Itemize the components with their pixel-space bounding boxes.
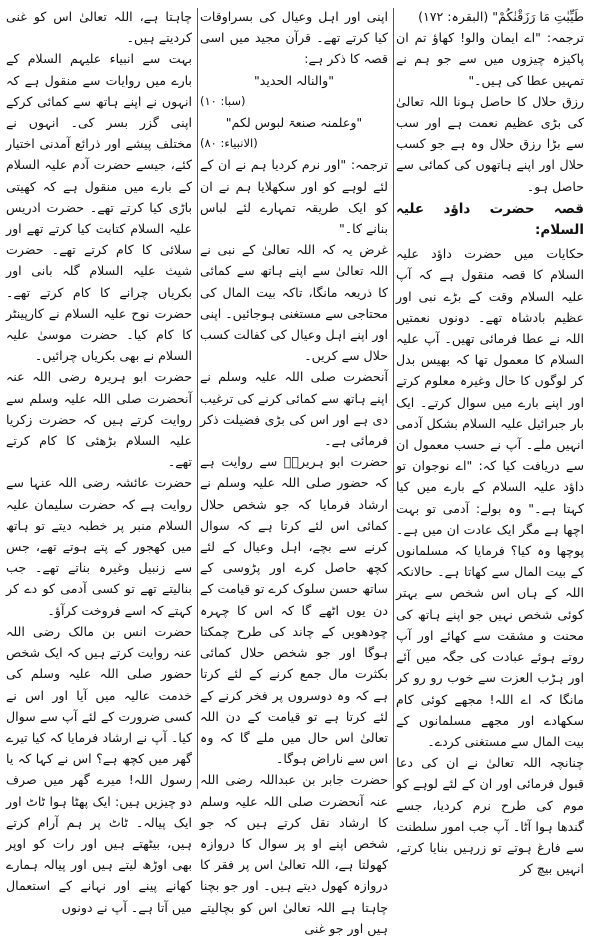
paragraph: حضرت عائشہ رضی اللہ عنہا سے روایت ہے کہ حضرت سلیمان علیہ السلام منبر پر خطبہ دیتے تو ہاتھ میں کھجور کے پتے ہوتے تھے، جس سے زنبیل وغیرہ بناتے تھے۔ جب بنالیتے تھے تو کسی آدمی کو دے کر کہتے کہ اسے فروخت کرآؤ۔ [6, 475, 192, 618]
verse-translation: ترجمہ: "اور نرم کردیا ہم نے ان کے لئے لوہے کو اور سکھلایا ہم نے ان کو ایک طریقہ تمہارے لئے لباس بنانے کا۔" [200, 157, 388, 237]
section-heading: قصہ حضرت داؤد علیہ السلام: [396, 200, 584, 239]
paragraph: حکایات میں حضرت داؤد علیہ السلام کا قصہ منقول ہے کہ آپ علیہ السلام وقت کے بڑے نبی اور عظیم بادشاہ تھے۔ دونوں نعمتیں اللہ نے عطا فرمائی تھیں۔ آپ علیہ السلام کا معمول تھا کہ بھیس بدل کر لوگوں کا حال وغیرہ معلوم کرتے اور اپنے بارے میں سوال کرتے۔ ایک بار جبرائیل علیہ السلام بشکل آدمی انہیں ملے۔ آپ نے حسب معمول ان سے دریافت کیا کہ: "اے نوجوان تو داؤد علیہ السلام کے بارے میں کیا کہتا ہے۔" وہ بولے: آدمی تو بہت اچھا ہے مگر ایک عادت ان میں ہے۔ پوچھا وہ کیا؟ فرمایا کہ مسلمانوں کے بیت المال سے کھاتا ہے۔ حالانکہ اللہ کے ہاں اس شخص سے بہتر کوئی شخص نہیں جو اپنے ہاتھ کی محنت و مشقت سے کھائے اور آپ روتے ہوئے عبادت کی جگہ میں آئے اور ہڑب العزت سے خوب رو رو کر مانگا کہ اے اللہ! مجھے کوئی کام سکھادے اور مجھے مسلمانوں کے بیت المال سے مستغنی کردے۔ [396, 246, 584, 749]
right-column [394, 6, 586, 877]
paragraph: بہت سے انبیاء علیہم السلام کے بارے میں روایات سے منقول ہے کہ انہوں نے اپنے ہاتھ سے کمائی کرکے اپنی گزر بسر کی۔ انہوں نے مختلف پیشے اور ذرائع آمدنی اختیار کئے، جیسے حضرت آدم علیہ السلام کے بارے میں منقول ہے کہ کھیتی باڑی کیا کرتے تھے۔ حضرت ادریس علیہ السلام کتابت کیا کرتے تھے اور سلائی کا کام کرتے تھے۔ حضرت شیث علیہ السلام گلہ بانی اور بکریاں چرانے کا کام کرتے تھے۔ حضرت نوح علیہ السلام نے کارپینٹر کا کام کیا۔ حضرت موسیٰ علیہ السلام نے بھی بکریاں چرائیں۔ [6, 51, 192, 364]
paragraph: آنحضرت صلی اللہ علیہ وسلم نے اپنے ہاتھ سے کمائی کرنے کی ترغیب دی ہے اور اس کی بڑی فضیلت ذکر فرمائی ہے۔ [200, 369, 388, 449]
paragraph: اپنی اور اہل وعیال کی بسراوقات کیا کرتے تھے۔ قرآن مجید میں اسی قصہ کا ذکر ہے: [200, 9, 388, 67]
verse-line: طَیِّبٰتِ مَا رَزَقْنٰکُمْ" (البقرہ: ۱۷۲) [418, 9, 584, 24]
verse-reference: (الانبیاء: ۸۰) [200, 136, 258, 151]
quran-verse: "وعلمنہ صنعۃ لبوس لکم" [225, 115, 363, 131]
quran-verse: "والنالہ الحدید" [253, 72, 335, 88]
column-divider [197, 8, 198, 789]
paragraph: غرض یہ کہ اللہ تعالیٰ کے نبی نے اللہ تعالیٰ سے اپنے ہاتھ سے کمائی کا ذریعہ مانگا، تاکہ بیت المال کی محتاجی سے مستغنی ہوجائیں۔ اپنی اور اپنے اہل وعیال کی کفالت کسب حلال سے کریں۔ [200, 242, 388, 364]
paragraph: رزق حلال کا حاصل ہونا اللہ تعالیٰ کی بڑی عظیم نعمت ہے اور سب سے بڑا رزق حلال وہ ہے جو کسب حلال اور اپنے ہاتھوں کی کمائی سے حاصل ہو۔ [396, 93, 584, 194]
paragraph: حضرت ابو ہریرہ رضی اللہ عنہ آنحضرت صلی اللہ علیہ وسلم سے روایت کرتے ہیں کہ حضرت زکریا علیہ السلام بڑھئی کا کام کرتے تھے۔ [6, 369, 192, 470]
middle-column [198, 6, 390, 936]
verse-translation: ترجمہ: "اے ایمان والو! کھاؤ تم ان پاکیزہ چیزوں میں سے جو ہم نے تمہیں عطا کی ہیں۔" [396, 30, 584, 88]
paragraph: حضرت جابر بن عبداللہ رضی اللہ عنہ آنحضرت صلی اللہ علیہ وسلم کا ارشاد نقل کرتے ہیں کہ جو شخص اپنے او پر سوال کا دروازہ کھولتا ہے، اللہ تعالیٰ اس پر فقر کا دروازہ کھول دیتے ہیں۔ اور جو بچنا چاہتا ہے اللہ تعالیٰ اس کو بچالیتے ہیں اور جو غنی [200, 772, 388, 936]
verse-reference: (سبا: ۱۰) [200, 93, 246, 108]
paragraph: چاہتا ہے، اللہ تعالیٰ اس کو غنی کردیتے ہیں۔ [6, 9, 192, 46]
column-divider [393, 8, 394, 789]
paragraph: حضرت ابو ہریرہؓ سے روایت ہے کہ حضور صلی اللہ علیہ وسلم نے ارشاد فرمایا کہ جو شخص حلال کمائی اس لئے کرتا ہے کہ سوال کرنے سے بچے، اہل وعیال کے لئے کچھ حاصل کرے اور پڑوسی کے ساتھ حسن سلوک کرے تو قیامت کے دن یوں اٹھے گا کہ اس کا چہرہ چودھویں کے چاند کی طرح چمکتا ہوگا اور جو شخص حلال کمائی بکثرت مال جمع کرنے کے لئے کرتا ہے کہ وہ دوسروں پر فخر کرنے کے لئے کرتا ہے تو قیامت کے دن اللہ تعالیٰ اس حال میں ملے گا کہ وہ اس سے ناراض ہوگا۔ [200, 454, 388, 767]
left-column [4, 6, 194, 915]
paragraph: حضرت انس بن مالک رضی اللہ عنہ روایت کرتے ہیں کہ ایک شخص حضور صلی اللہ علیہ وسلم کی خدمت عالیہ میں آیا اور اس نے کسی ضرورت کے لئے آپ سے سوال کیا۔ آپ نے ارشاد فرمایا کہ کیا تیرے گھر میں کچھ ہے؟ اس نے کہا کہ یا رسول اللہ! میرے گھر میں صرف دو چیزیں ہیں: ایک پھٹا ہوا ٹاٹ اور ایک پیالہ۔ ٹاٹ پر ہم آرام کرتے ہیں، بیٹھتے ہیں اور رات کو اوپر بھی اوڑھ لیتے ہیں اور پیالہ ہمارے کھانے پینے اور نہانے کے استعمال میں آتا ہے۔ آپ نے دونوں [6, 623, 192, 915]
paragraph: چنانچہ اللہ تعالیٰ نے ان کی دعا قبول فرمائی اور ان کے لئے لوہے کو موم کی طرح نرم کردیا، جسے گندھا ہوا آٹا۔ آپ جب امور سلطنت سے فارغ ہوتے تو زرہیں بنایا کرتے، انہیں بیچ کر [396, 755, 584, 877]
